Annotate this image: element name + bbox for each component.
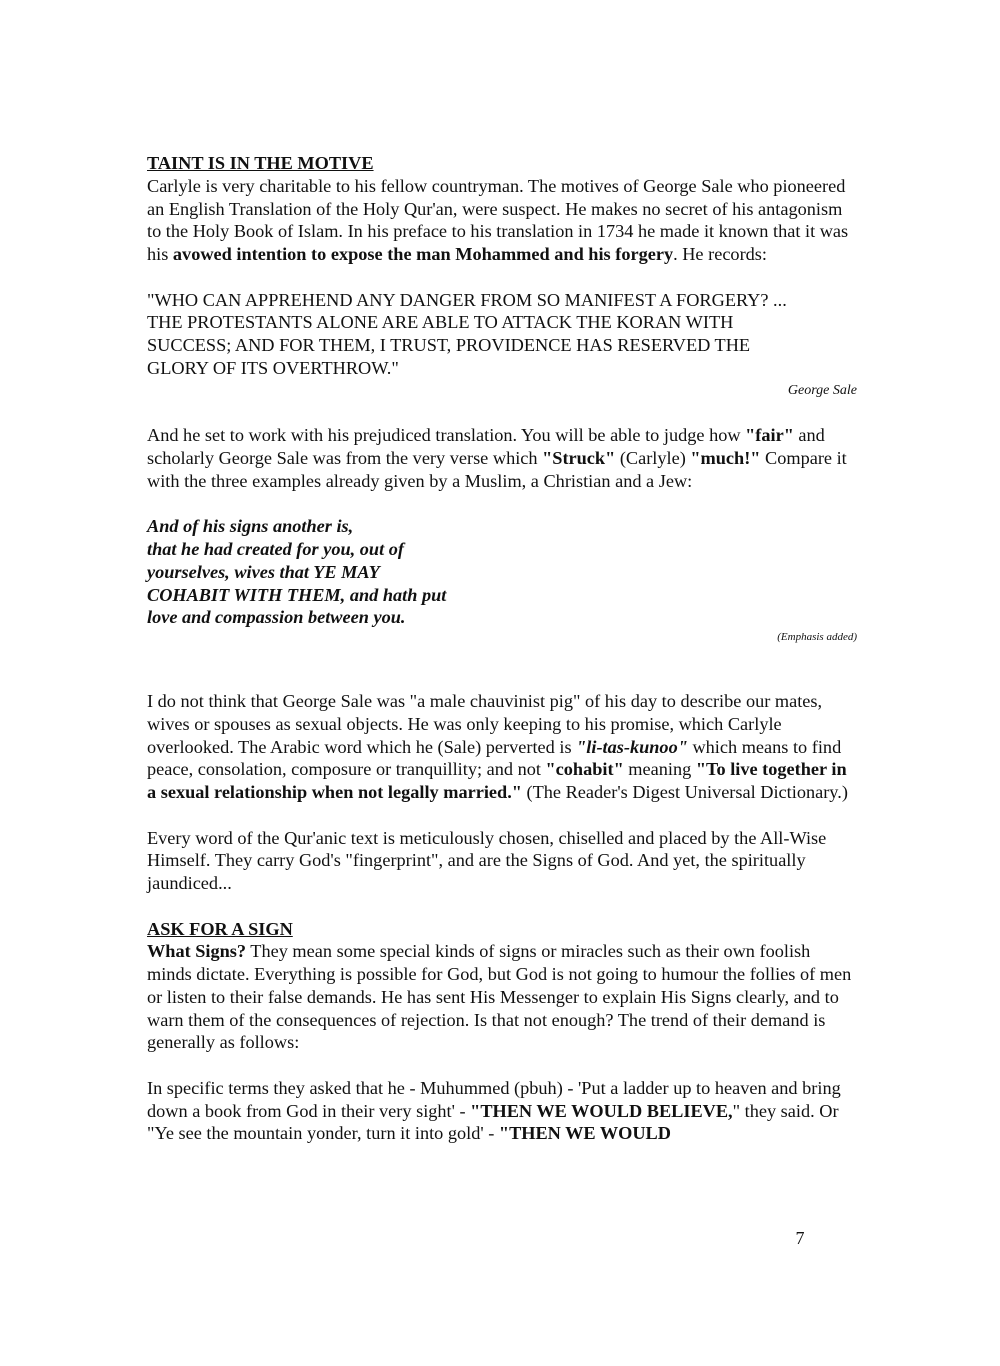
section-heading-ask-sign: ASK FOR A SIGN (147, 918, 293, 939)
quote-block (147, 289, 857, 380)
text-run: I do not think that George Sale was "a male chauvinist pig" of his day to describe our mates, wives or spouses as sexual objects. He was only keeping to his promise, which Carlyle overlooked. The Arabic word which he (Sale) perverted is (147, 691, 823, 757)
spacer (147, 1054, 857, 1077)
bold-text: "fair" (745, 425, 794, 446)
text-run: (The Reader's Digest Universal Dictionary.) (521, 782, 848, 802)
spacer (147, 266, 857, 289)
verse-line: And of his signs another is, (147, 516, 354, 537)
bold-text: What Signs? (147, 941, 247, 962)
bold-italic-text: "li-tas-kunoo" (576, 736, 688, 757)
verse-block (147, 515, 857, 629)
verse-line: COHABIT WITH THEM, and hath put (147, 584, 447, 605)
spacer (147, 645, 857, 690)
paragraph-sale-motives (147, 175, 857, 266)
bold-text: "cohabit" (545, 759, 624, 780)
bold-text: "Struck" (542, 448, 616, 468)
text-run: And he set to work with his prejudiced translation. You will be able to judge how (147, 425, 746, 446)
quote-line: THE PROTESTANTS ALONE ARE ABLE TO ATTACK THE KORAN WITH (147, 312, 734, 333)
text-run: Compare it with the three examples already given by a Muslim, a Christian and a Jew: (147, 448, 847, 491)
spacer (147, 895, 857, 918)
quote-line: "WHO CAN APPREHEND ANY DANGER FROM SO MANIFEST A FORGERY? ... (147, 289, 787, 310)
bold-text: "THEN WE WOULD (498, 1123, 671, 1144)
bold-text: "THEN WE WOULD BELIEVE, (470, 1100, 733, 1121)
text-run: " they said. Or "Ye see the mountain yonder, turn it into gold' - (147, 1100, 839, 1144)
paragraph-chauvinist (147, 690, 857, 804)
text-run: . He records: (673, 244, 767, 264)
quote-line: GLORY OF ITS OVERTHROW." (147, 357, 399, 378)
text-run: In specific terms they asked that he - Muhummed (pbuh) - 'Put a ladder up to heaven and bring down a book from God in their very sight' - (147, 1077, 841, 1121)
emphasis-note: (Emphasis added) (777, 631, 857, 643)
text-run: They mean some special kinds of signs or miracles such as their own foolish minds dictate. Everything is possible for God, but God is not going to humour the follies of men or listen to their false demands. He has sent His Messenger to explain His Signs clearly, and to warn them of the consequences of rejection. Is that not enough? The trend of their demand is generally as follows: (147, 941, 852, 1053)
verse-line: that he had created for you, out of (147, 539, 404, 559)
page-number: 7 (795, 1228, 805, 1248)
text-run: Carlyle is very charitable to his fellow countryman. The motives of George Sale who pioneered an English Translation of the Holy Qur'an, were suspect. He makes no secret of his antagonism to the Holy Book of Islam. In his preface to his translation in 1734 he made it known that it was his (147, 175, 849, 264)
paragraph-prejudiced-translation (147, 424, 857, 492)
quote-line: SUCCESS; AND FOR THEM, I TRUST, PROVIDENCE HAS RESERVED THE (147, 335, 751, 355)
bold-text: "To live together in a sexual relationship when not legally married." (147, 759, 847, 802)
spacer (147, 804, 857, 827)
section-heading-taint: TAINT IS IN THE MOTIVE (147, 153, 374, 173)
bold-text: avowed intention to expose the man Mohammed and his forgery (172, 244, 674, 264)
paragraph-what-signs (147, 940, 857, 1054)
quote-attribution: George Sale (787, 382, 857, 398)
text-run: and scholarly George Sale was from the very verse which (147, 425, 825, 468)
document-page (147, 152, 857, 1145)
paragraph-quranic-text: Every word of the Qur'anic text is meticulously chosen, chiselled and placed by the All-Wise Himself. They carry God's "fingerprint", and are the Signs of God. And yet, the spiritually jaundiced... (147, 827, 827, 893)
bold-text: "much!" (690, 448, 761, 468)
paragraph-specific-terms (147, 1077, 857, 1145)
text-run: meaning (623, 759, 696, 780)
spacer (147, 493, 857, 516)
verse-line: love and compassion between you. (147, 607, 406, 628)
verse-line: yourselves, wives that YE MAY (147, 561, 380, 582)
text-run: which means to find peace, consolation, composure or tranquillity; and not (147, 736, 842, 780)
spacer (147, 402, 857, 425)
text-run: (Carlyle) (615, 448, 691, 468)
